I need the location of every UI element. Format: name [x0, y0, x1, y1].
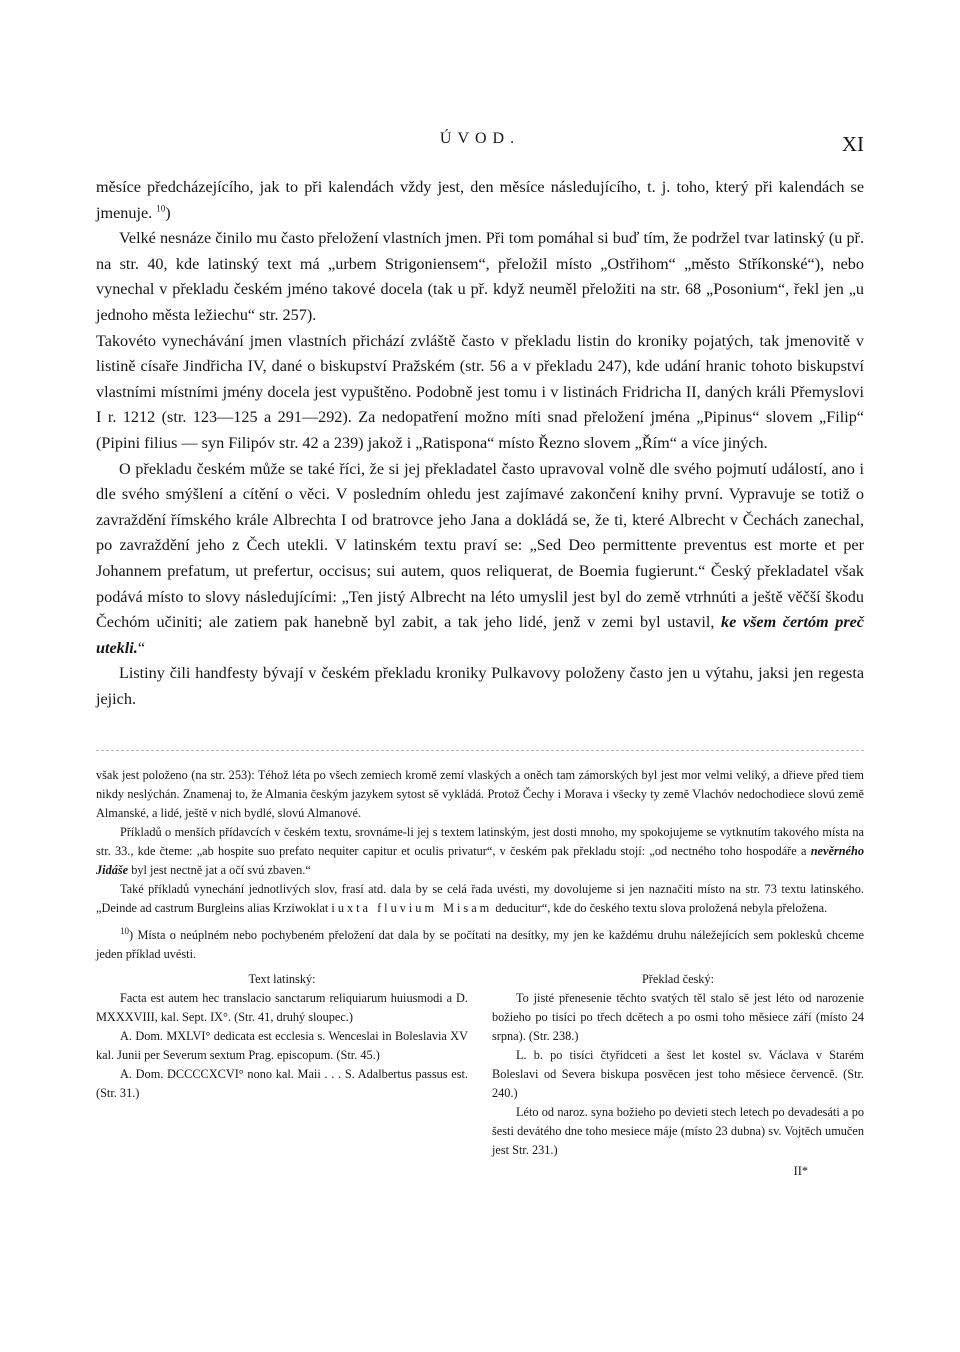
paragraph-1: [96, 175, 864, 226]
czech-item: L. b. po tisíci čtyřidceti a šest let kostel sv. Václava v Starém Boleslavi od Severa biskupa posvěcen jest toho měsiece červencě. (Str. 240.): [492, 1048, 864, 1100]
footnote-omissions: [96, 880, 864, 918]
footnote-10-text: ) Místa o neúplném nebo pochybeném přeložení dat dala by se počítati na desítky, my jen ke každému druhu náležejících sem poklesků chceme jeden příklad uvésti.: [96, 928, 864, 961]
czech-item: Léto od naroz. syna božieho po devieti stech letech po devadesáti a po šesti devátého dne toho mesiece máje (místo 23 dubna) sv. Vojtěch umučen jest Str. 231.): [492, 1105, 864, 1157]
footnote-10-mark: 10: [120, 925, 129, 936]
footnote-omissions-end: deducitur“, kde do českého textu slova proložená nebyla přeložena.: [495, 901, 828, 915]
page-number: XI: [841, 132, 864, 156]
paragraph-4-emphasis: ke všem čertóm preč utekli.: [96, 613, 864, 657]
footnote-ref-paren: ): [165, 203, 171, 222]
czech-item: To jisté přenesenie těchto svatých těl stalo sě jest léto od narozenie božieho po tisíci po třech dcětech a po osmi toho měsiece září (místo 24 srpna). (Str. 238.): [492, 991, 864, 1043]
footnote-omissions-spaced: iuxta fluvium Misam: [331, 901, 493, 915]
comparison-columns: [96, 970, 864, 1181]
latin-item: A. Dom. MXLVI° dedicata est ecclesia s. Wenceslai in Boleslavia XV kal. Junii per Severum sextum Prag. episcopum. (Str. 45.): [96, 1029, 468, 1062]
paragraph-4-text: O překladu českém může se také říci, že si jej překladatel často upravoval volně dle svého pojmutí událostí, ano i dle svého smýšlení a cítění o věci. V posledním ohledu jest zajímavé zakončení knihy první. Vypravuje se totiž o zavraždění římského krále Albrechta I od bratrovce jeho Jana a dokládá se, že ti, které Albrecht v Čechách zanechal, po zavraždění jeho z Čech utekli. V latinském textu praví se: „Sed Deo permittente preventus est morte et per Johannem prefatum, ut prefertur, occisus; sui autem, quos reliquerat, de Boemia fugierunt.“ Český překladatel však podává místo to slovy následujícími: „Ten jistý Albrecht na léto umyslil jest byl do země vtrhnúti a ještě věčší škodu Čechóm učiniti; ale zatiem pak hanebně byl zabit, a tak jeho lidé, jenž v zemi byl ustavil,: [96, 459, 864, 632]
czech-column-heading: Překlad český:: [641, 972, 715, 986]
footnote-additions-end: byl jest nectně jat a očí svú zbaven.“: [131, 863, 311, 877]
latin-item: Facta est autem hec translacio sanctarum reliquiarum huiusmodi a D. MXXXVIII, kal. Sept. IX°. (Str. 41, druhý sloupec.): [96, 991, 468, 1024]
latin-item: A. Dom. DCCCCXCVI° nono kal. Maii . . . S. Adalbertus passus est. (Str. 31.): [96, 1067, 468, 1100]
footnote-divider: [96, 750, 864, 751]
signature-mark: II*: [793, 1164, 808, 1178]
latin-column-heading: Text latinský:: [248, 972, 316, 986]
footnote-ref-10: 10: [156, 203, 166, 214]
paragraph-4: [96, 457, 864, 662]
running-head: ÚVOD.: [439, 130, 521, 147]
footnote-10: [96, 926, 864, 964]
footnotes: [96, 766, 864, 1181]
main-text: [96, 175, 864, 712]
latin-column: [96, 970, 468, 1181]
czech-column: [492, 970, 864, 1181]
footnote-additions-text: Příkladů o menších přídavcích v českém textu, srovnáme-li jej s textem latinským, jest dosti mnoho, my spokojujeme se vytknutím takového místa na str. 33., kde čteme: „ab hospite suo prefato nequiter capitur et oculis privatur“, v českém pak překladu stojí: „od nectného toho hospodáře a: [96, 825, 864, 858]
footnote-omissions-text: Také příkladů vynechání jednotlivých slov, frasí atd. dala by se celá řada uvésti, my dovolujeme si jen naznačiti místo na str. 73 textu latinského. „Deinde ad castrum Burgleins alias Krziwoklat: [96, 882, 864, 915]
footnote-additions-emphasis: nevěrného Jidáše: [96, 844, 864, 877]
page-header: [96, 130, 864, 160]
paragraph-5: Listiny čili handfesty bývají v českém překladu kroniky Pulkavovy položeny často jen u výtahu, jaksi jen regesta jejich.: [96, 664, 864, 708]
paragraph-1-text: měsíce předcházejícího, jak to při kalendách vždy jest, den měsíce následujícího, t. j. toho, který při kalendách se jmenuje.: [96, 178, 864, 222]
paragraph-3: Takovéto vynechávání jmen vlastních přichází zvláště často v překladu listin do kroniky pojatých, tak jmenovitě v listině císaře Jindřicha IV, dané o biskupství Pražském (str. 56 a v překladu 247), kde udání hranic tohoto biskupství vlastními místními jmény docela jest vypuštěno. Podobně jest tomu i v listinách Fridricha II, daných králi Přemyslovi I r. 1212 (str. 123—125 a 291—292). Za nedopatření možno míti snad přeložení jména „Pipinus“ slovem „Filip“ (Pipini filius — syn Filipóv str. 42 a 239) jakož i „Ratispona“ místo Řezno slovem „Řím“ a více jiných.: [96, 331, 864, 452]
footnote-continued: však jest položeno (na str. 253): Téhož léta po všech zemiech kromě zemí vlaských a oněch tam zámorských byl jest mor velmi veliký, a dřieve před tiem nikdy neslýchán. Znamenaj to, že Almania českým jazykem sytost sě vykládá. Protož Čechy i Morava i všecky ty země Vlachóv nedochodiece slovú země Almanské, a lidé, ještě v nich bydlé, slovú Almanové.: [96, 768, 864, 820]
footnote-additions: [96, 823, 864, 880]
paragraph-4-quote-close: “: [137, 638, 146, 657]
paragraph-2: Velké nesnáze činilo mu často přeložení vlastních jmen. Při tom pomáhal si buď tím, že podržel tvar latinský (u př. na str. 40, kde latinský text má „urbem Strigoniensem“, přeložil místo „Ostřihom“ „město Stříkonské“), nebo vynechal v překladu českém jméno takové docela (tak u př. když neuměl přeložiti na str. 68 „Posonium“, řekl jen „u jednoho města ležiechu“ str. 257).: [96, 229, 864, 324]
